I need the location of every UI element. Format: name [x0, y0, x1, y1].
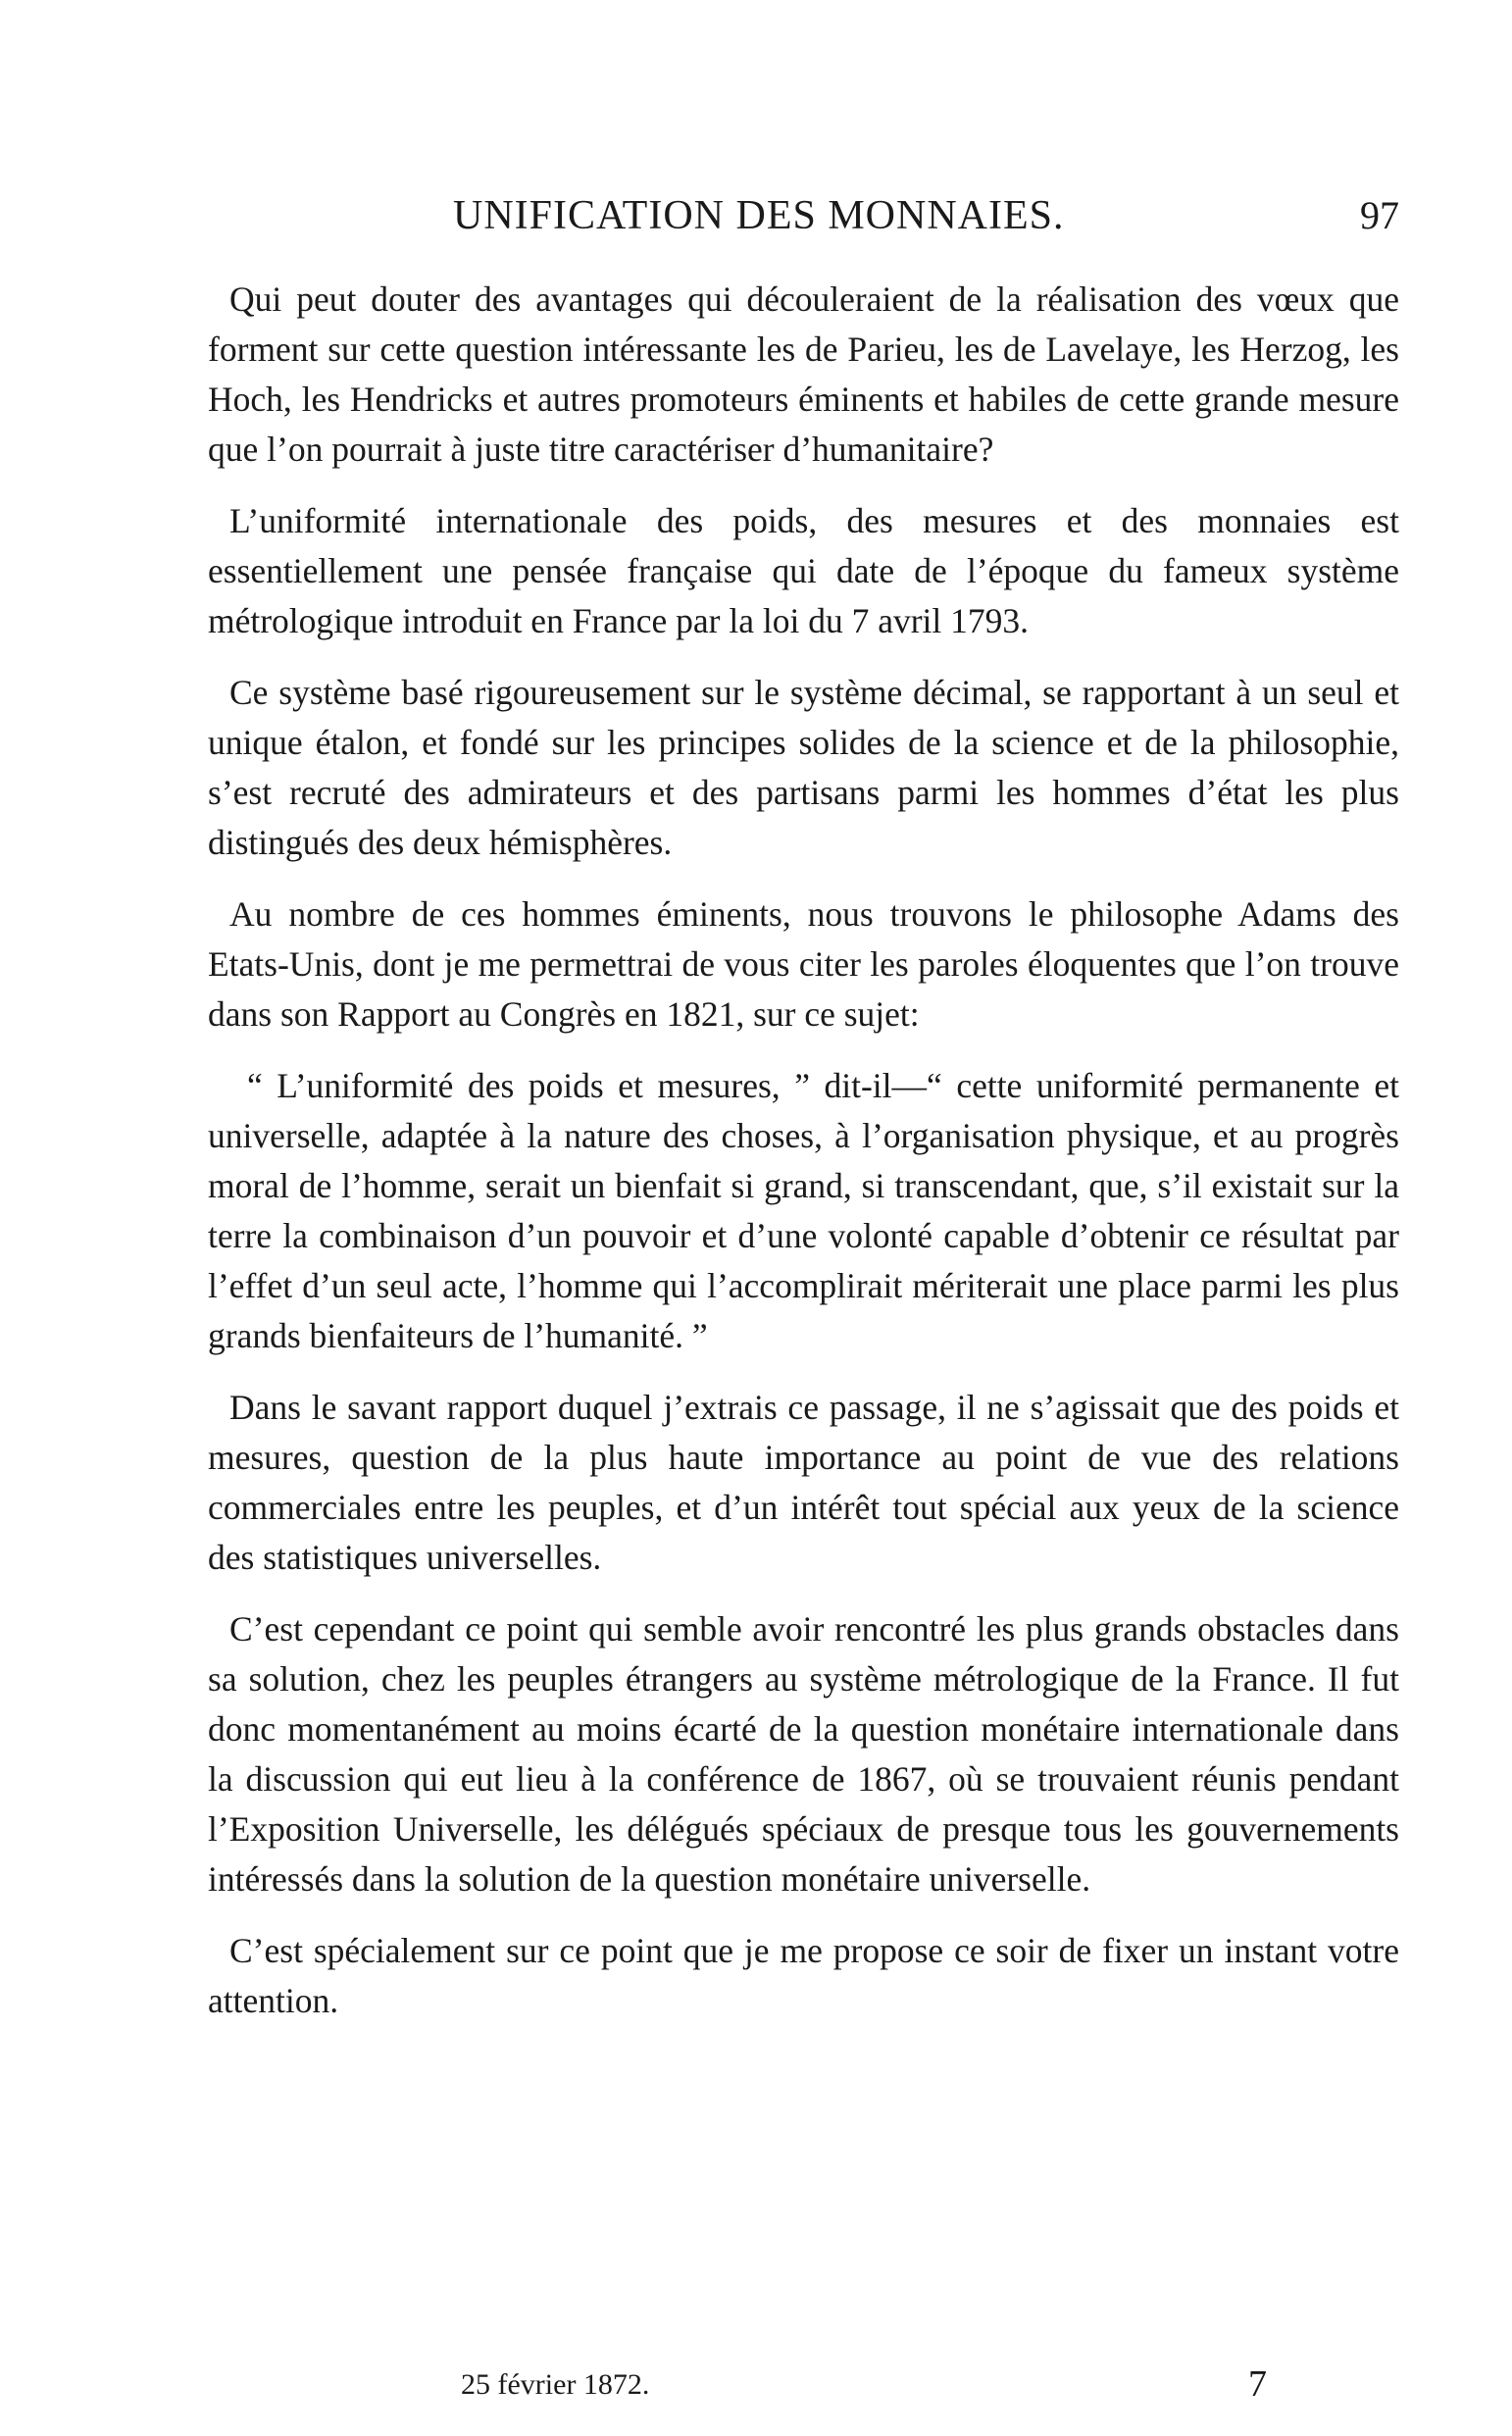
paragraph-attention: C’est spécialement sur ce point que je me propose ce soir de fixer un instant votre attention. [208, 1931, 1399, 2020]
footer-date: 25 février 1872. [461, 2368, 650, 2401]
page-number: 97 [1360, 193, 1399, 237]
page-footer [227, 2363, 1267, 2413]
paragraph-obstacles: C’est cependant ce point qui semble avoir rencontré les plus grands obstacles dans sa solution, chez les peuples étrangers au système métrologique de la France. Il fut donc momentanément au moins écarté de la question monétaire internationale dans la discussion qui eut lieu à la conférence de 1867, où se trouvaient réunis pendant l’Exposition Universelle, les délégués spéciaux de presque tous les gouvernements intéressés dans la solution de la question monétaire universelle. [208, 1609, 1399, 1899]
running-title: UNIFICATION DES MONNAIES. [453, 193, 1065, 238]
paragraph-uniformite: L’uniformité internationale des poids, des mesures et des monnaies est essentiellement une pensée française qui date de l’époque du fameux système métrologique introduit en France par la loi du 7 avril 1793. [208, 501, 1399, 640]
paragraph-adams: Au nombre de ces hommes éminents, nous trouvons le philosophe Adams des Etats-Unis, dont je me permettrai de vous citer les paroles éloquentes que l’on trouve dans son Rapport au Congrès en 1821, sur ce sujet: [208, 894, 1399, 1034]
paragraph-systeme: Ce système basé rigoureusement sur le système décimal, se rapportant à un seul et unique étalon, et fondé sur les principes solides de la science et de la philosophie, s’est recruté des admirateurs et des partisans parmi les hommes d’état les plus distingués des deux hémisphères. [208, 673, 1399, 862]
paragraph-avantages: Qui peut douter des avantages qui découleraient de la réalisation des vœux que forment sur cette question intéressante les de Parieu, les de Lavelaye, les Herzog, les Hoch, les Hendricks et autres promoteurs éminents et habiles de cette grande mesure que l’on pourrait à juste titre caractériser d’humanitaire? [208, 279, 1399, 469]
body-text [208, 275, 1399, 2048]
running-head [227, 192, 1399, 243]
paragraph-quotation: “ L’uniformité des poids et mesures, ” dit-il—“ cette uniformité permanente et universelle, adaptée à la nature des choses, à l’organisation physique, et au progrès moral de l’homme, serait un bienfait si grand, si transcendant, que, s’il existait sur la terre la combinaison d’un pouvoir et d’une volonté capable d’obtenir ce résultat par l’effet d’un seul acte, l’homme qui l’accomplirait mériterait une place parmi les plus grands bienfaiteurs de l’humanité. ” [208, 1066, 1399, 1355]
paragraph-rapport: Dans le savant rapport duquel j’extrais ce passage, il ne s’agissait que des poids et mesures, question de la plus haute importance au point de vue des relations commerciales entre les peuples, et d’un intérêt tout spécial aux yeux de la science des statistiques universelles. [208, 1388, 1399, 1577]
signature-mark: 7 [1248, 2363, 1267, 2405]
